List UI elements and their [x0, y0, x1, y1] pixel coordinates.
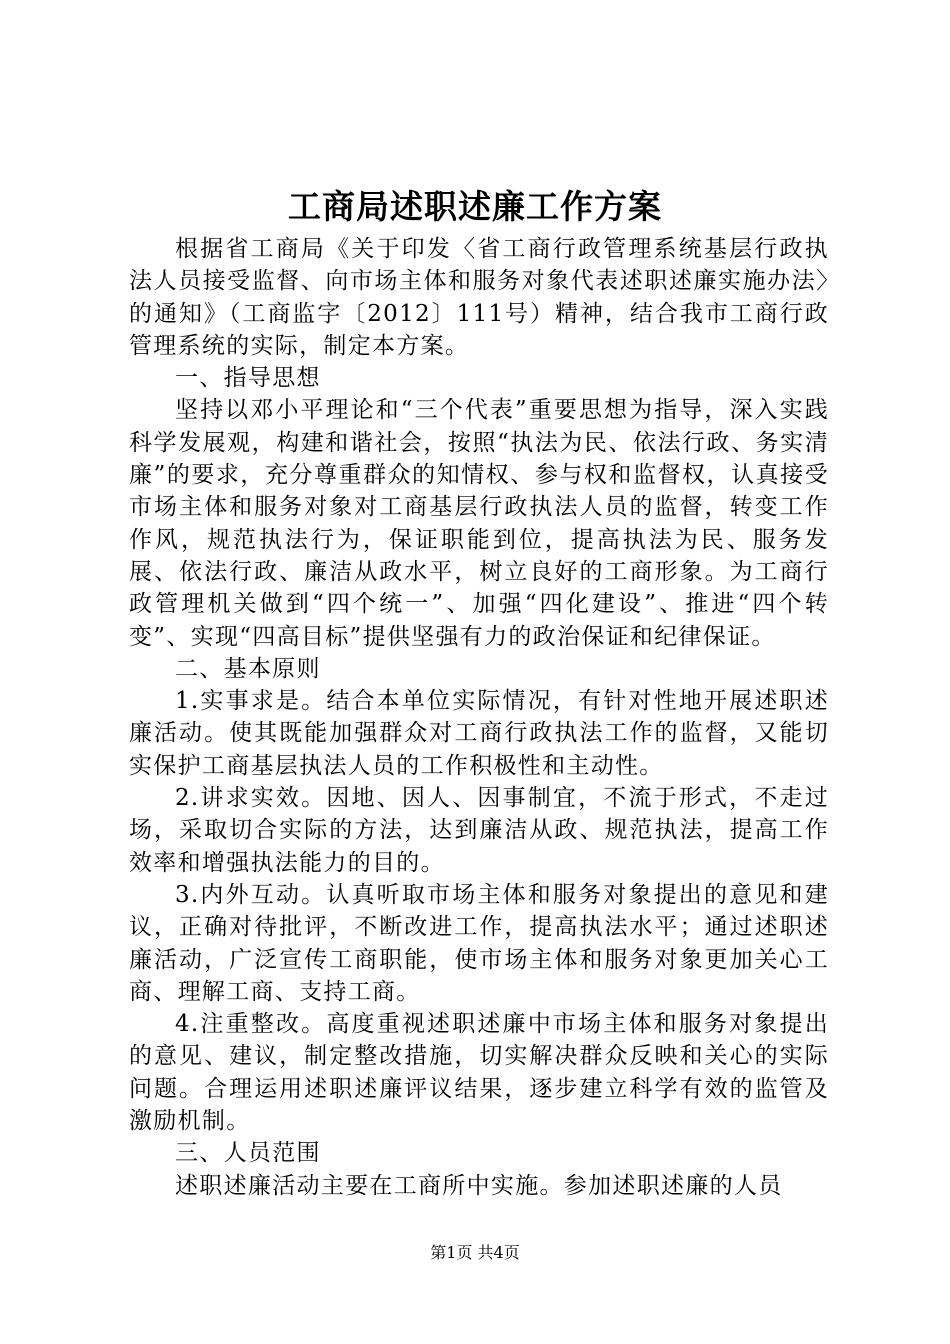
section-heading-personnel-scope: 三、人员范围	[175, 1140, 321, 1167]
paragraph-principle-1: 1.实事求是。结合本单位实际情况，有针对性地开展述职述廉活动。使其既能加强群众对工商行政执法工作的监督，又能切实保护工商基层执法人员的工作积极性和主动性。	[129, 688, 829, 779]
paragraph-personnel-scope: 述职述廉活动主要在工商所中实施。参加述职述廉的人员	[175, 1172, 783, 1199]
paragraph-principle-2: 2.讲求实效。因地、因人、因事制宜，不流于形式，不走过场，采取切合实际的方法，达到廉洁从政、规范执法，提高工作效率和增强执法能力的目的。	[129, 785, 829, 876]
paragraph-guiding-thought: 坚持以邓小平理论和“三个代表”重要思想为指导，深入实践科学发展观，构建和谐社会，按照“执法为民、依法行政、务实清廉”的要求，充分尊重群众的知情权、参与权和监督权，认真接受市场主体和服务对象对工商基层行政执法人员的监督，转变工作作风，规范执法行为，保证职能到位，提高执法为民、服务发展、依法行政、廉洁从政水平，树立良好的工商形象。为工商行政管理机关做到“四个统一”、加强“四化建设”、推进“四个转变”、实现“四高目标”提供坚强有力的政治保证和纪律保证。	[129, 397, 829, 650]
document-title: 工商局述职述廉工作方案	[288, 187, 662, 226]
section-heading-basic-principles: 二、基本原则	[175, 655, 321, 682]
paragraph-principle-3: 3.内外互动。认真听取市场主体和服务对象提出的意见和建议，正确对待批评，不断改进工作，提高执法水平；通过述职述廉活动，广泛宣传工商职能，使市场主体和服务对象更加关心工商、理解工商、支持工商。	[129, 881, 829, 1005]
page-number-footer: 第1页 共4页	[430, 1243, 520, 1262]
paragraph-intro: 根据省工商局《关于印发〈省工商行政管理系统基层行政执法人员接受监督、向市场主体和服务对象代表述职述廉实施办法〉的通知》（工商监字〔2012〕111号）精神，结合我市工商行政管理系统的实际，制定本方案。	[129, 236, 829, 359]
section-heading-guiding-thought: 一、指导思想	[175, 365, 321, 392]
paragraph-principle-4: 4.注重整改。高度重视述职述廉中市场主体和服务对象提出的意见、建议，制定整改措施，切实解决群众反映和关心的实际问题。合理运用述职述廉评议结果，逐步建立科学有效的监管及激励机制。	[129, 1011, 829, 1135]
document-body	[129, 233, 829, 1202]
